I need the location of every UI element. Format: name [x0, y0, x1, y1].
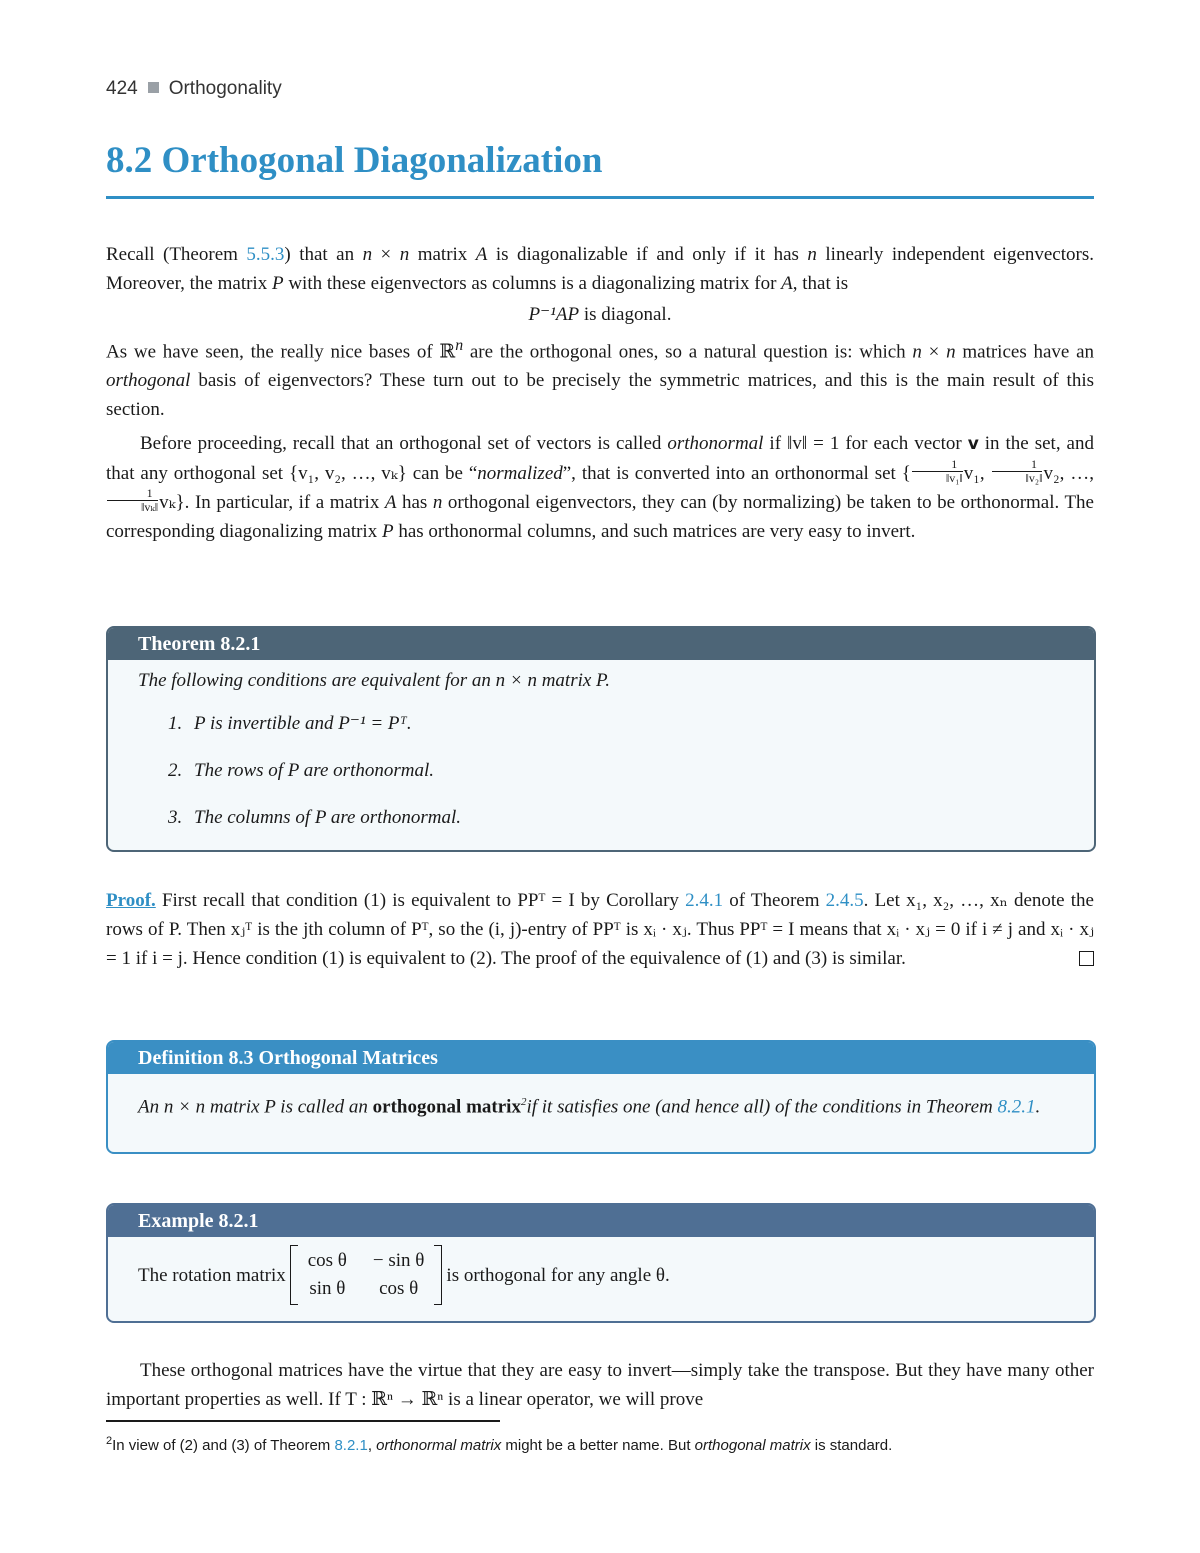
theorem-link[interactable]: 8.2.1	[997, 1096, 1036, 1118]
condition-list	[138, 709, 1064, 832]
square-icon	[148, 82, 159, 93]
footnote-rule	[106, 1420, 500, 1422]
proof-paragraph: Proof. First recall that condition (1) is equivalent to PPᵀ = I by Corollary 2.4.1 of Theorem 2.4.5. Let x₁, x₂, …, xₙ denote the rows of P. Then xⱼᵀ is the jth column of Pᵀ, so the (i, j)-entry of PPᵀ is xᵢ · xⱼ. Thus PPᵀ = I means that xᵢ · xⱼ = 0 if i ≠ j and xᵢ · xⱼ = 1 if i = j. Hence condition (1) is equivalent to (2). The proof of the equivalence of (1) and (3) is similar.	[106, 890, 1094, 969]
display-equation: P⁻¹AP is diagonal.	[528, 304, 672, 325]
closing-paragraph: These orthogonal matrices have the virtue that they are easy to invert—simply take the transpose. But they have many other important properties as well. If T : ℝⁿ → ℝⁿ is a linear operator, we will prove	[106, 1360, 1094, 1410]
matrix-entry: cos θ	[307, 1250, 347, 1271]
proof-section	[106, 886, 1094, 973]
condition-item: 1. P is invertible and P⁻¹ = Pᵀ.	[168, 713, 412, 734]
definition-text: An n × n matrix P is called an orthogonal matrix$^2$if it satisfies one (and hence all) of the conditions in Theorem 8.2.1.	[138, 1096, 1041, 1118]
intro-paragraph-3: Before proceeding, recall that an orthogonal set of vectors is called orthonormal if ‖v‖ = 1 for each vector v in the set, and that any orthogonal set {v₁, v₂, …, vₖ} can be “normalized”, that is converted into an orthonormal set { $\frac{1}{\text{‖v₁‖}}$ v₁, $\frac{1}{\text{‖v₂‖}}$ v₂, …, $\frac{1}{\text{‖vₖ‖}}$ vₖ}. In particular, if a matrix A has n orthogonal eigenvectors, they can (by normalizing) be taken to be orthonormal. The corresponding diagonalizing matrix P has orthonormal columns, and such matrices are very easy to invert.	[106, 433, 1094, 543]
theorem-statement: The following conditions are equivalent for an n × n matrix P.	[138, 670, 610, 691]
footnote: $^2$In view of (2) and (3) of Theorem 8.2.1, orthonormal matrix might be a better name. But orthogonal matrix is standard.	[106, 1435, 893, 1454]
running-header	[106, 74, 282, 103]
qed-icon	[1079, 951, 1094, 966]
example-body	[108, 1237, 1094, 1313]
matrix-entry: sin θ	[309, 1278, 346, 1299]
example-box	[106, 1203, 1096, 1323]
theorem-heading: Theorem 8.2.1	[108, 628, 1094, 660]
theorem-link[interactable]: 8.2.1	[334, 1437, 368, 1454]
intro-section	[106, 240, 1094, 546]
matrix-entry: − sin θ	[372, 1250, 425, 1271]
definition-body	[108, 1074, 1094, 1129]
example-tail: is orthogonal for any angle θ.	[446, 1264, 670, 1286]
matrix-entry: cos θ	[379, 1278, 419, 1299]
definition-heading: Definition 8.3 Orthogonal Matrices	[108, 1042, 1094, 1074]
condition-item: 2. The rows of P are orthonormal.	[168, 760, 434, 781]
intro-paragraph-1: Recall (Theorem 5.5.3) that an n × n matrix A is diagonalizable if and only if it has n linearly independent eigenvectors. Moreover, the matrix P with these eigenvectors as columns is a diagonalizing matrix for A, that is	[106, 244, 1094, 294]
intro-paragraph-2: As we have seen, the really nice bases of ℝ$^n$ are the orthogonal ones, so a natural question is: which n × n matrices have an orthogonal basis of eigenvectors? These turn out to be precisely the symmetric matrices, and this is the main result of this section.	[106, 337, 1095, 421]
example-heading: Example 8.2.1	[108, 1205, 1094, 1237]
running-title: Orthogonality	[168, 78, 282, 99]
rotation-matrix	[290, 1245, 443, 1305]
page-number: 424	[106, 78, 138, 99]
example-lead: The rotation matrix	[138, 1264, 286, 1286]
defined-term: orthogonal matrix	[372, 1096, 521, 1118]
theorem-box	[106, 626, 1096, 852]
proof-label[interactable]: Proof.	[106, 890, 156, 911]
definition-box	[106, 1040, 1096, 1154]
theorem-link[interactable]: 2.4.5	[825, 890, 864, 911]
theorem-link[interactable]: 5.5.3	[246, 244, 285, 265]
closing-section	[106, 1356, 1094, 1414]
theorem-body	[108, 660, 1094, 852]
corollary-link[interactable]: 2.4.1	[685, 890, 724, 911]
title-rule	[106, 196, 1094, 199]
section-title: 8.2 Orthogonal Diagonalization	[106, 140, 603, 181]
condition-item: 3. The columns of P are orthonormal.	[168, 807, 462, 828]
